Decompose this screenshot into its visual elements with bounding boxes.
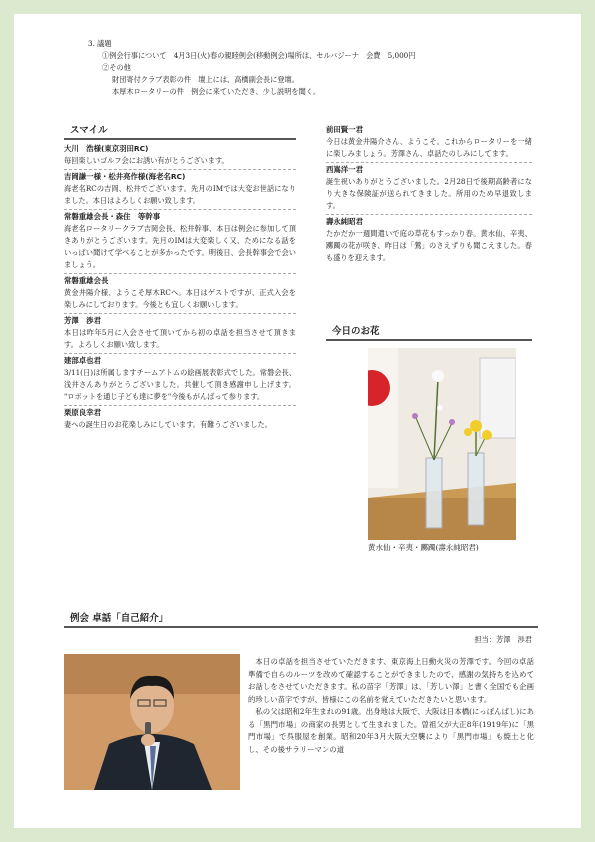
speaker-photo — [64, 654, 240, 790]
smile-entry-text: たかだか一週間遣いで庭の草花もすっかり春。黄水仙、辛夷、躑躅の花が咲き、昨日は「鶯」のさえずりも聞こえました。春も盛りを迎えます。 — [326, 229, 532, 262]
smile-entry-name: 西嶌洋一君 — [326, 162, 532, 176]
smile-entry-text: 海老名ロータリークラブ吉岡会長、松井幹事、本日は例会に参加して頂きありがとうございます。先月のIMは大変楽しく又、ためになる話をいっぱい聞けて学べることが多かったです。明後日、会長幹事会で会いましょう。 — [64, 224, 296, 269]
smile-title: スマイル — [64, 124, 296, 140]
smile-entry-text: 誕生祝いありがとうございました。2月28日で後期高齢者になり大きな保険証が送られてきました。所用のため早退致します。 — [326, 177, 532, 210]
talk-section — [64, 612, 532, 646]
smile-entry-name: 常磐重雄会長 — [64, 273, 296, 287]
talk-speaker: 担当：芳澤 渉君 — [474, 635, 532, 644]
agenda-item-2a: 財団寄付クラブ表彰の件 壇上には、高橋副会長に登壇。 — [112, 75, 299, 84]
smile-entry-name: 芳澤 渉君 — [64, 313, 296, 327]
agenda-item-1: ①例会行事について 4月3日(火)春の親睦例会(移動例会)場所は、セルバジーナ 会費 5,000円 — [102, 51, 416, 60]
smile-entry-name: 前田賢一君 — [326, 125, 363, 134]
smile-entry-name: 栗原良幸君 — [64, 405, 296, 419]
talk-paragraph: 私の父は昭和2年生まれの91歳。出身地は大阪で、大阪は日本橋(にっぽんばし)にある「黒門市場」の商家の長男として生まれました。曽祖父が大正8年(1919年)に「黒門市場」で呉服屋を創業。昭和20年3月大阪大空襲により「黒門市場」も焼土と化し、その後サラリーマンの道 — [248, 707, 534, 754]
flower-title: 今日のお花 — [326, 325, 532, 341]
talk-body — [248, 656, 534, 756]
agenda — [88, 38, 548, 98]
smile-entry-text: 黄金井陽介様、ようこそ厚木RCへ。本日はゲストですが、正式入会を楽しみにしております。今後とも宜しくお願いします。 — [64, 288, 296, 309]
smile-entry-name: 建部卓也君 — [64, 353, 296, 367]
smile-entry-text: 海老名RCの吉岡、松井でございます。先月のIMでは大変お世話になりました。本日はよろしくお願い致します。 — [64, 184, 296, 205]
flower-section — [326, 325, 532, 341]
smile-entry-text: 本日は昨年5月に入会させて頂いてから初の卓話を担当させて頂きます。よろしくお願い致します。 — [64, 328, 296, 349]
agenda-item-2b: 本厚木ロータリーの件 例会に来ていただき、少し説明を聞く。 — [112, 87, 321, 96]
agenda-heading: 3. 議題 — [88, 39, 112, 48]
smile-entry-text: 妻への誕生日のお花楽しみにしています。有難うございました。 — [64, 420, 272, 429]
talk-title: 例会 卓話「自己紹介」 — [64, 612, 538, 628]
smile-section-right — [326, 124, 532, 264]
smile-entry-name: 大川 浩様(東京羽田RC) — [64, 144, 149, 153]
flower-caption: 黄水仙・辛夷・躑躅(壽永純昭君) — [368, 543, 479, 552]
agenda-item-2: ②その他 — [102, 63, 131, 72]
flower-photo — [368, 348, 516, 540]
smile-entry-text: 今日は黄金井陽介さん、ようこそ。これからロータリーを一緒に楽しみましょう。芳澤さん、卓話たのしみにしてます。 — [326, 137, 532, 158]
smile-section — [64, 124, 296, 431]
smile-entry-name: 吉岡謙一様・松井亮作様(海老名RC) — [64, 169, 296, 183]
smile-entry-name: 常磐重雄会長・森住 等幹事 — [64, 209, 296, 223]
smile-entry-name: 壽永純昭君 — [326, 214, 532, 228]
smile-entry-text: 3/11(日)は所属しますチームアトムの絵画展表彰式でした。常磐会長、浅井さんありがとうございました。共催して頂き感謝申し上げます。 "ロボットを通じ子ども達に夢を"今後もがんばって参ります。 — [64, 368, 296, 401]
talk-paragraph: 本日の卓話を担当させていただきます、東京海上日動火災の芳澤です。今回の卓話準備で自らのルーツを改めて確認することができましたので、感謝の気持ちを込めてお話しをさせていただきます。私の苗字「芳澤」は、「芳しい澤」と書く全国でも企画的珍しい苗字ですが、皆様にこの名前を覚えていただきたいと思います。 — [248, 657, 534, 704]
smile-entry-text: 毎回楽しいゴルフ会にお誘い有がとうございます。 — [64, 156, 229, 165]
